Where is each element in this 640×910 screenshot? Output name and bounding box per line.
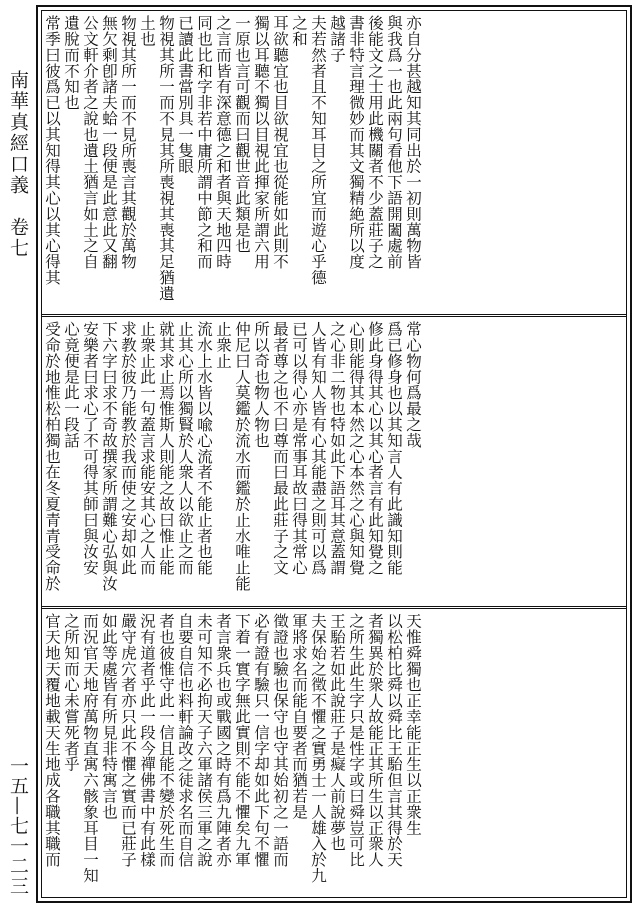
- text-panel-top: [42, 11, 626, 314]
- page-frame-inner: [41, 10, 627, 898]
- text-panel-middle: [42, 317, 626, 606]
- text-column: 亦自分甚越知其同出於一初則萬物皆 與我爲一也此兩句看他下語開闔處前 後能文之士用此機關者不少蓋莊子之 書非特言理微妙而其文獨精絶所以度 越諸子 夫若然者且不知耳目之所宜而遊心乎德 之和 耳欲聽宜也目欲視宜也從能如此則不 獨以耳聽不獨以目視此揮家所謂六用 一原也言可觀而曰觀世音此類是也 之言而皆有深意德之和者與天地四時 同也比和字非若中庸所謂中節之和而 已讀此書當別具一隻眼 物視其所一而不見其所喪視其喪其足猶遺 土也 物視其所一而不見所喪言其觀於萬物 無欠剩卽諸夫蛤一段便是此意此又翻 公文軒介者之說也遺土猶言如土之自 遺脫而不知也 常季曰彼爲已以其知得其心以其心得其: [43, 15, 422, 302]
- page-number: 一五—七一二三: [7, 756, 29, 896]
- text-column: 常心物何爲最之哉 爲已修身也以其知言人有此識知則能 修此身得其心以其心者言有此知覺之 心則能得其本然之心本然之心與知覺 之心非二物也特如此下語耳其意蓋謂 人皆有知人皆有心其能盡之則可以爲 已可以得心亦是常事耳故曰得其常心 最者尊之也不曰尊而曰最此莊子之文 所以奇也物人物也 仲尼曰人莫鑑於流水而鑑於止水唯止能 止衆止 流水上水皆以喩心流者不能止者也能 止其心所以獨賢於人衆人以欲止之而 就其求止焉惟斯人則能之故曰惟止能 止衆止此一句蓋言求能安其心之人而 求教於彼乃能教於我而使之安却如此 下六字曰求不奇故撰家所謂難心弘與汝 安樂者曰求心了不可得其師曰與汝安 心竟便是此一段話 受命於地惟松柏獨也在冬夏青青受命於: [43, 321, 422, 592]
- margin-title: 南華真經口義 卷七: [7, 70, 29, 259]
- text-column: 天惟舜獨也正幸能正生以正衆生 以松柏比舜以舜比王駘但言其得於天 者獨異於衆人故能正其所生以正衆人 之所生此生字只是性字或曰舜豈可比 王駘若如此說莊子是癡人前說夢也 夫保始之徵不懼之實勇士一人雄入於九 軍將求名而能自要者而猶若是 徵證也驗也保守也守其始初之一語而 必有證有驗只一信字却如此下句不懼 下着一實字無此實則不能不懼矣九軍 者言衆兵也或戰國之時有爲九陣者亦 未可知不必拘天子六軍諸侯三軍之說 自要自信也料軒論改之徒求名而自信 者也彼惟守此一信且能不變於死生而 況有道者乎此一段今禪佛書中有此樣 嚴守虎穴者亦只此不懼之實而已莊子 如此等處皆有所見非特寓言也 而況官天地府萬物直寓六骸象耳目一知 之所知而心未嘗死者乎 官天地天覆地載天生地成各職其職而: [43, 613, 422, 884]
- page-frame: [36, 5, 632, 903]
- text-panel-bottom: [42, 609, 626, 898]
